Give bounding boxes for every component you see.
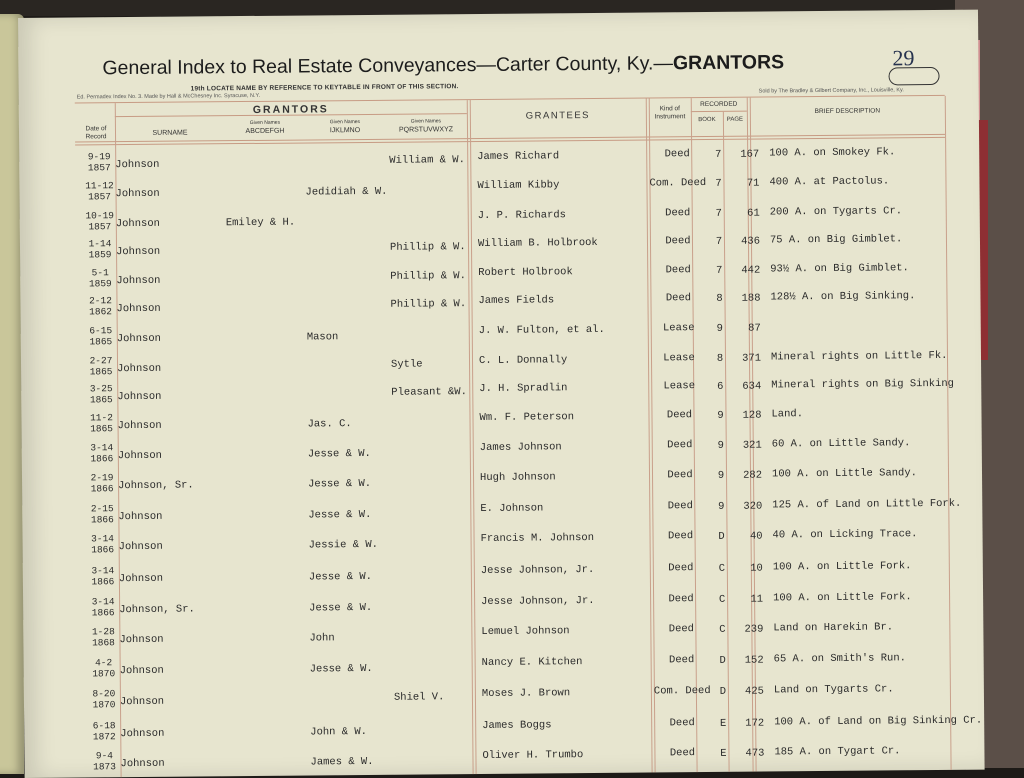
- record-date-year: 1857: [88, 220, 112, 232]
- grantor-surname: Johnson: [119, 664, 164, 678]
- grantor-surname: Johnson: [120, 727, 165, 741]
- page-number-cell: 128: [742, 409, 762, 422]
- grantor-surname: Johnson: [115, 217, 160, 231]
- record-date-month-day: 11-12: [85, 180, 114, 192]
- page-number-cell: 87: [748, 322, 761, 335]
- book-number: 7: [715, 148, 722, 161]
- page-number-cell: 425: [744, 685, 764, 698]
- instrument-kind: Deed: [665, 264, 691, 277]
- recorded-underline: [691, 111, 747, 112]
- grantee-name: Lemuel Johnson: [481, 625, 570, 638]
- grantor-given-ijk: Jesse & W.: [308, 570, 372, 584]
- record-date-year: 1866: [91, 606, 115, 618]
- page-number-cell: 321: [742, 439, 762, 452]
- grantee-name: J. W. Fulton, et al.: [478, 323, 605, 337]
- instrument-kind: Lease: [663, 380, 696, 393]
- record-date-year: 1857: [87, 161, 111, 173]
- page-number-oval: [888, 67, 939, 85]
- grantee-name: James Boggs: [482, 719, 552, 732]
- grantor-given-pqr: Phillip & W.: [390, 270, 466, 283]
- title-section: GRANTORS: [672, 51, 785, 75]
- grantor-given-pqr: Phillip & W.: [390, 298, 467, 311]
- record-date-year: 1865: [89, 393, 113, 405]
- grantor-given-ijk: Jesse & W.: [308, 477, 372, 491]
- grantor-surname: Johnson: [117, 390, 162, 404]
- book-number: D: [719, 685, 727, 698]
- brief-description: Land on Harekin Br.: [773, 621, 894, 635]
- record-date-year: 1866: [90, 452, 114, 464]
- grantee-name: Hugh Johnson: [479, 471, 556, 484]
- record-date-month-day: 10-19: [85, 210, 115, 222]
- locate-note: 19th LOCATE NAME BY REFERENCE TO KEYTABLE IN FRONT OF THIS SECTION.: [190, 83, 459, 93]
- grantor-surname: Johnson: [120, 757, 165, 771]
- grantee-name: E. Johnson: [480, 502, 544, 515]
- grantor-given-pqr: Sytle: [390, 358, 423, 371]
- grantor-given-pqr: William & W.: [389, 154, 465, 167]
- page-number-cell: 167: [740, 148, 760, 161]
- header-surname: SURNAME: [152, 129, 188, 137]
- page-number-cell: 11: [750, 593, 764, 606]
- page-number-cell: 436: [741, 235, 761, 248]
- header-date-of-record: Date of Record: [85, 125, 107, 141]
- instrument-kind: Deed: [665, 292, 692, 305]
- grantee-name: Jesse Johnson, Jr.: [480, 563, 595, 577]
- page-number-cell: 634: [742, 380, 762, 393]
- record-date-month-day: 2-27: [89, 355, 113, 367]
- record-date-month-day: 2-12: [89, 295, 112, 307]
- record-date-month-day: 2-19: [90, 472, 114, 484]
- grantor-surname: Johnson: [115, 158, 160, 172]
- record-date-year: 1859: [88, 248, 112, 260]
- grantor-given-ijk: Jessie & W.: [308, 538, 378, 552]
- grantor-given-ijk: Mason: [306, 331, 339, 344]
- record-date-year: 1865: [90, 422, 114, 434]
- instrument-kind: Deed: [669, 717, 695, 730]
- page-number-cell: 71: [746, 177, 760, 190]
- grantor-surname: Johnson: [118, 540, 163, 554]
- book-number: D: [718, 530, 725, 543]
- grantor-surname: Johnson: [117, 449, 162, 463]
- brief-description: 100 A. on Smokey Fk.: [769, 146, 896, 160]
- header-given-ijk: IJKLMNO: [329, 127, 361, 135]
- book-number: 7: [716, 264, 723, 277]
- grantee-name: Moses J. Brown: [481, 687, 571, 700]
- book-number: C: [718, 593, 726, 606]
- instrument-kind: Deed: [668, 593, 694, 606]
- record-date-year: 1862: [89, 305, 113, 317]
- record-date-month-day: 3-25: [89, 383, 113, 395]
- brief-description: 75 A. on Big Gimblet.: [769, 233, 903, 247]
- grantee-name: Wm. F. Peterson: [479, 411, 575, 424]
- record-date-month-day: 1-14: [88, 238, 112, 250]
- page-number-cell: 239: [744, 623, 764, 636]
- title-dash: —: [653, 52, 673, 75]
- grantee-name: Francis M. Johnson: [480, 531, 595, 545]
- instrument-kind: Com. Deed: [649, 177, 707, 190]
- header-given-pqr: PQRSTUVWXYZ: [398, 126, 454, 134]
- grantee-name: William Kibby: [477, 179, 560, 192]
- book-number: D: [719, 654, 726, 667]
- grantee-name: William B. Holbrook: [477, 236, 598, 250]
- header-given-names-2: Given Names: [329, 119, 361, 126]
- book-number: 9: [717, 439, 724, 452]
- record-date-month-day: 9-4: [95, 750, 114, 762]
- header-recorded: RECORDED: [700, 100, 738, 109]
- record-date-month-day: 4-2: [95, 657, 113, 669]
- brief-description: 185 A. on Tygart Cr.: [774, 745, 901, 759]
- record-date-month-day: 2-15: [90, 503, 114, 515]
- grantee-name: James Richard: [477, 150, 560, 163]
- brief-description: Mineral rights on Little Fk.: [770, 349, 948, 364]
- page-number-cell: 188: [741, 292, 761, 305]
- header-kind-of-instrument: Kind of Instrument: [654, 105, 686, 121]
- instrument-kind: Deed: [666, 409, 693, 422]
- grantor-given-ijk: James & W.: [310, 755, 374, 769]
- grantor-surname: Johnson: [119, 695, 165, 709]
- brief-description: Land on Tygarts Cr.: [773, 683, 894, 697]
- book-number: 9: [717, 469, 725, 482]
- grantor-given-ijk: Jedidiah & W.: [305, 185, 388, 199]
- grantee-name: Nancy E. Kitchen: [481, 656, 583, 669]
- book-number: C: [719, 623, 726, 636]
- record-date-year: 1866: [91, 575, 115, 587]
- book-number: E: [719, 717, 727, 730]
- brief-description: 65 A. on Smith's Run.: [773, 652, 907, 666]
- book-number: 9: [716, 322, 723, 335]
- book-number: 6: [717, 380, 724, 393]
- page-number-cell: 473: [745, 747, 765, 760]
- grantee-name: Oliver H. Trumbo: [482, 749, 584, 762]
- grantee-name: James Johnson: [479, 441, 562, 454]
- record-date-year: 1870: [92, 667, 116, 679]
- header-grantors: GRANTORS: [252, 103, 329, 116]
- page-number: 29: [892, 45, 915, 71]
- grantee-name: J. H. Spradlin: [479, 382, 568, 395]
- instrument-kind: Deed: [665, 235, 691, 248]
- page-title: [102, 45, 915, 80]
- brief-description: 60 A. on Little Sandy.: [771, 437, 911, 451]
- header-given-names-1: Given Names: [249, 119, 281, 126]
- header-brief-description: BRIEF DESCRIPTION: [814, 107, 881, 116]
- book-number: 9: [717, 409, 724, 422]
- brief-description: 40 A. on Licking Trace.: [772, 528, 918, 542]
- brief-description: 400 A. at Pactolus.: [769, 175, 890, 189]
- grantor-given-pqr: Pleasant &W.: [391, 386, 467, 399]
- record-date-month-day: 3-14: [91, 596, 115, 608]
- book-number: 7: [715, 235, 723, 248]
- instrument-kind: Deed: [667, 469, 693, 482]
- header-book: BOOK: [698, 116, 716, 124]
- instrument-kind: Deed: [667, 500, 693, 513]
- grantor-surname: Johnson: [119, 633, 164, 647]
- record-date-year: 1865: [89, 335, 113, 347]
- book-number: 8: [716, 292, 723, 305]
- grantor-surname: Johnson: [115, 187, 160, 201]
- record-date-month-day: 3-14: [91, 533, 115, 545]
- page-number-cell: 320: [743, 500, 763, 513]
- title-main: General Index to Real Estate Conveyances: [102, 54, 477, 80]
- grantor-surname: Johnson: [115, 245, 161, 259]
- page-number-cell: 40: [749, 530, 763, 543]
- grantee-name: J. P. Richards: [477, 209, 567, 222]
- grantor-surname: Johnson: [116, 274, 161, 288]
- brief-description: 100 A. on Little Fork.: [773, 591, 912, 605]
- grantee-name: C. L. Donnally: [478, 354, 568, 367]
- record-date-month-day: 6-15: [89, 325, 113, 337]
- grantor-surname: Johnson: [117, 419, 162, 433]
- brief-description: Land.: [771, 408, 804, 421]
- grantor-given-ijk: Jesse & W.: [309, 601, 373, 615]
- grantor-given-ijk: Jesse & W.: [309, 662, 373, 676]
- record-date-year: 1859: [88, 277, 112, 289]
- record-date-year: 1872: [92, 730, 116, 742]
- record-date-year: 1866: [90, 513, 114, 525]
- grantor-given-pqr: Shiel V.: [393, 691, 445, 704]
- grantor-given-ijk: Jesse & W.: [308, 508, 372, 522]
- record-date-month-day: 5-1: [91, 267, 109, 279]
- grantor-surname: Johnson: [116, 302, 161, 316]
- title-dash: —: [476, 53, 496, 77]
- header-given-abc: ABCDEFGH: [245, 127, 285, 136]
- record-date-month-day: 11-2: [90, 412, 113, 424]
- brief-description: 100 A. of Land on Big Sinking Cr.: [774, 714, 983, 729]
- grantor-surname: Johnson: [118, 510, 163, 524]
- page-number-cell: 10: [750, 562, 763, 575]
- brief-description: Mineral rights on Big Sinking: [771, 377, 955, 392]
- grantor-surname: Johnson: [117, 362, 162, 376]
- instrument-kind: Lease: [662, 322, 695, 335]
- record-date-month-day: 9-19: [87, 151, 111, 163]
- instrument-kind: Deed: [667, 530, 694, 543]
- instrument-kind: Deed: [669, 747, 696, 760]
- instrument-kind: Deed: [667, 439, 693, 452]
- brief-description: 93½ A. on Big Gimblet.: [770, 262, 909, 276]
- instrument-kind: Deed: [668, 562, 694, 575]
- page-number-cell: 152: [744, 654, 764, 667]
- header-given-names-3: Given Names: [410, 118, 442, 125]
- grantor-given-ijk: Jesse & W.: [307, 447, 371, 461]
- grantee-name: Jesse Johnson, Jr.: [481, 594, 595, 608]
- instrument-kind: Com. Deed: [653, 684, 711, 698]
- record-date-year: 1870: [92, 698, 116, 710]
- instrument-kind: Deed: [668, 623, 695, 636]
- page-number-cell: 371: [742, 352, 762, 365]
- header-grantees: GRANTEES: [525, 110, 591, 122]
- record-date-year: 1866: [91, 543, 115, 555]
- grantor-given-ijk: John & W.: [310, 725, 368, 739]
- record-date-month-day: 3-14: [90, 442, 114, 454]
- instrument-kind: Deed: [668, 654, 695, 667]
- record-date-year: 1873: [93, 760, 116, 772]
- record-date-month-day: 6-18: [92, 720, 116, 732]
- page-number-cell: 282: [743, 469, 763, 482]
- brief-description: 200 A. on Tygarts Cr.: [769, 205, 903, 219]
- grantor-given-ijk: John: [309, 632, 335, 645]
- grantor-surname: Johnson: [118, 572, 164, 586]
- record-date-month-day: 3-14: [91, 565, 115, 577]
- instrument-kind: Deed: [664, 148, 690, 161]
- book-number: E: [720, 747, 727, 760]
- title-county: Carter County, Ky.: [495, 52, 654, 76]
- book-number: 7: [715, 177, 722, 190]
- instrument-kind: Lease: [663, 352, 695, 365]
- grantor-given-abc: Emiley & H.: [225, 216, 296, 230]
- page-number-cell: 172: [745, 717, 765, 730]
- record-date-year: 1865: [89, 365, 113, 377]
- brief-description: 125 A. of Land on Little Fork.: [772, 497, 962, 512]
- instrument-kind: Deed: [665, 207, 691, 220]
- record-date-year: 1868: [91, 636, 115, 648]
- grantee-name: James Fields: [478, 294, 555, 307]
- book-number: 9: [718, 500, 725, 513]
- grantor-surname: Johnson, Sr.: [118, 479, 194, 493]
- grantor-given-ijk: Jas. C.: [307, 418, 352, 431]
- publisher-note-right: Sold by The Bradley & Gilbert Company, Inc., Louisville, Ky.: [758, 87, 904, 95]
- record-date-year: 1866: [90, 482, 114, 494]
- page-number-cell: 442: [741, 264, 761, 277]
- grantor-surname: Johnson, Sr.: [119, 603, 195, 617]
- record-date-month-day: 8-20: [92, 688, 116, 700]
- book-number: 7: [715, 207, 722, 220]
- brief-description: 128½ A. on Big Sinking.: [770, 290, 916, 304]
- grantor-surname: Johnson: [116, 332, 161, 346]
- publisher-note-left: Ed. Permadex Index No. 3. Made by Hall & McChesney Inc. Syracuse, N.Y.: [76, 92, 261, 101]
- book-number: C: [718, 562, 726, 575]
- page-number-cell: 61: [747, 207, 760, 220]
- ledger-page: [18, 10, 985, 778]
- grantee-name: Robert Holbrook: [478, 266, 573, 279]
- book-number: 8: [716, 352, 724, 365]
- record-date-year: 1857: [88, 190, 112, 202]
- grantor-given-pqr: Phillip & W.: [389, 241, 466, 254]
- brief-description: 100 A. on Little Sandy.: [771, 467, 917, 481]
- record-date-month-day: 1-28: [91, 626, 115, 638]
- brief-description: 100 A. on Little Fork.: [772, 560, 912, 574]
- header-page: PAGE: [726, 116, 744, 123]
